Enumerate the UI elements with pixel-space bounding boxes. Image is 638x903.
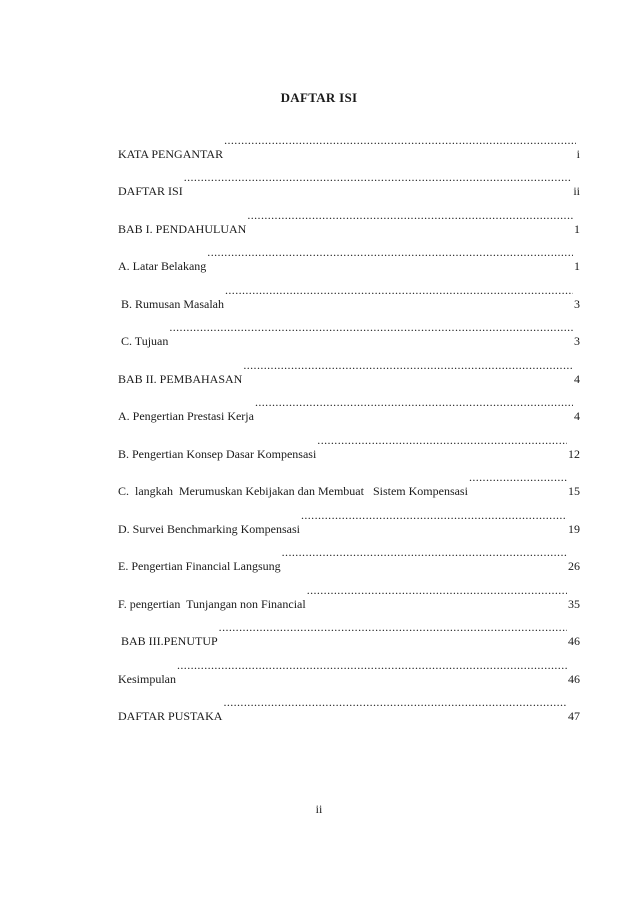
toc-dot-leader	[243, 345, 573, 383]
toc-entry-label: DAFTAR ISI	[118, 184, 183, 198]
toc-entry-page: 4	[574, 371, 580, 386]
toc-dot-leader	[282, 533, 567, 571]
page-title: DAFTAR ISI	[280, 90, 358, 105]
toc-entry-label: A. Latar Belakang	[118, 259, 207, 273]
toc-entry-page: ii	[573, 184, 580, 198]
toc-dot-leader	[317, 420, 567, 458]
toc-dot-leader	[225, 270, 573, 308]
toc-dot-leader	[301, 495, 567, 533]
toc-entry-page: 35	[568, 596, 580, 611]
toc-entry-page: 46	[568, 634, 580, 648]
toc-dot-leader	[255, 383, 573, 421]
toc-entry-page: 46	[568, 671, 580, 686]
toc-dot-leader	[207, 233, 573, 271]
table-of-contents	[118, 120, 580, 723]
toc-entry-page: 1	[574, 259, 580, 273]
toc-dot-leader	[469, 458, 567, 496]
toc-entry-page: 12	[568, 446, 580, 461]
toc-dot-leader	[247, 195, 573, 233]
toc-dot-leader	[224, 120, 576, 158]
toc-entry-page: 15	[568, 484, 580, 498]
toc-entry-page: i	[576, 146, 580, 161]
toc-dot-leader	[169, 308, 573, 346]
toc-entry-label: BAB III.PENUTUP	[118, 634, 218, 648]
toc-dot-leader	[184, 158, 573, 196]
toc-entry-label: D. Survei Benchmarking Kompensasi	[118, 521, 300, 536]
toc-entry-bab-1[interactable]	[118, 195, 580, 236]
toc-entry-kata-pengantar[interactable]	[118, 120, 580, 161]
toc-entry-label: E. Pengertian Financial Langsung	[118, 559, 281, 573]
toc-entry-label: A. Pengertian Prestasi Kerja	[118, 409, 254, 423]
toc-entry-page: 1	[574, 221, 580, 236]
toc-entry-label: BAB II. PEMBAHASAN	[118, 371, 243, 386]
toc-entry-kesimpulan[interactable]	[118, 645, 580, 686]
toc-entry-label: B. Rumusan Masalah	[118, 296, 224, 311]
toc-entry-label: F. pengertian Tunjangan non Financial	[118, 596, 306, 611]
toc-entry-page: 19	[568, 521, 580, 536]
toc-dot-leader	[219, 608, 567, 646]
toc-entry-label: KATA PENGANTAR	[118, 146, 224, 161]
toc-entry-label: B. Pengertian Konsep Dasar Kompensasi	[118, 446, 317, 461]
toc-entry-daftar-pustaka[interactable]	[118, 683, 580, 721]
page-number: ii	[315, 802, 323, 816]
toc-entry-page: 47	[568, 709, 580, 723]
toc-entry-tujuan[interactable]	[118, 308, 580, 346]
toc-entry-page: 3	[574, 296, 580, 311]
toc-dot-leader	[177, 645, 567, 683]
toc-entry-label: BAB I. PENDAHULUAN	[118, 221, 247, 236]
toc-entry-bab-2[interactable]	[118, 345, 580, 386]
toc-dot-leader	[223, 683, 567, 721]
toc-entry-daftar-isi[interactable]	[118, 158, 580, 196]
toc-entry-page: 26	[568, 559, 580, 573]
toc-entry-page: 3	[574, 334, 580, 348]
toc-entry-label: DAFTAR PUSTAKA	[118, 709, 223, 723]
toc-entry-label: C. Tujuan	[118, 334, 169, 348]
toc-entry-page: 4	[574, 409, 580, 423]
toc-dot-leader	[307, 570, 567, 608]
toc-entry-label: C. langkah Merumuskan Kebijakan dan Membuat Sistem Kompensasi	[118, 484, 468, 498]
toc-entry-label: Kesimpulan	[118, 671, 176, 686]
